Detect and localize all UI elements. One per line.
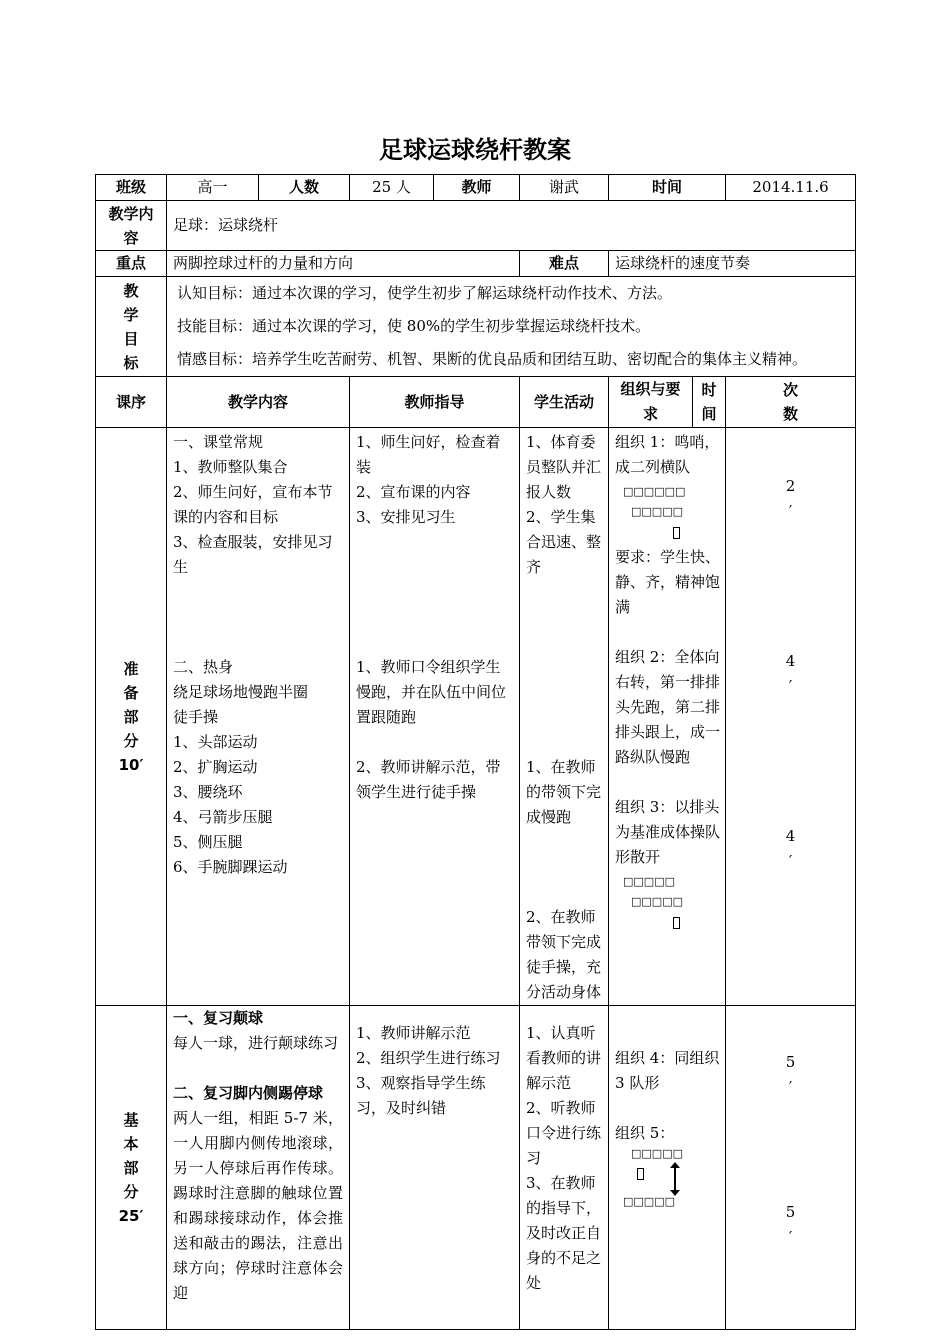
basic-text-1: 每人一球，进行颠球练习 [173, 1034, 339, 1052]
content-value: 足球：运球绕杆 [167, 201, 856, 251]
org5-text: 组织 5： [615, 1124, 675, 1142]
time-value: 2014.11.6 [726, 175, 856, 201]
header-teacher-guidance: 教师指导 [350, 377, 520, 428]
header-time: 时 间 [693, 377, 726, 428]
basic-teacher-guidance: 1、教师讲解示范 2、组织学生进行练习 3、观察指导学生练习，及时纠错 [350, 1006, 520, 1330]
org5-formation-row1: □□□□□ [631, 1147, 683, 1160]
teacher-marker [637, 1168, 644, 1180]
count-value: 25 人 [350, 175, 434, 201]
prep-student-activity: 1、体育委员整队并汇报人数 2、学生集合迅速、整齐 1、在教师的带领下完成慢跑 2、在教师带领下完成徒手操，充分活动身体 [520, 428, 609, 1006]
class-value: 高一 [167, 175, 259, 201]
lesson-plan-table [95, 174, 856, 1330]
org3-text: 组织 3：以排头为基准成体操队形散开 [615, 798, 721, 866]
org1-requirement: 要求：学生快、静、齐，精神饱满 [615, 548, 721, 616]
prep-content: 一、课堂常规 1、教师整队集合 2、师生问好，宣布本节课的内容和目标 3、检查服装，安排见习生 二、热身 绕足球场地慢跑半圈 徒手操 1、头部运动 2、扩胸运动 3、腰绕环 4、弓箭步压腿 5、侧压腿 6、手腕脚踝运动 [167, 428, 350, 1006]
difficulty-value: 运球绕杆的速度节奏 [609, 251, 856, 277]
content-label: 教学内容 [96, 201, 167, 251]
org3-formation-row2: □□□□□ [631, 895, 683, 908]
prep-section-label: 准 备 部 分 10′ [96, 428, 167, 1006]
key-point-value: 两脚控球过杆的力量和方向 [167, 251, 520, 277]
objective-skill: 技能目标：通过本次课的学习，使 80%的学生初步掌握运球绕杆技术。 [177, 317, 651, 335]
basic-student-activity: 1、认真听看教师的讲解示范 2、听教师口令进行练习 3、在教师的指导下，及时改正自身的不足之处 [520, 1006, 609, 1330]
basic-heading-1: 一、复习颠球 [173, 1009, 264, 1027]
objective-cognitive: 认知目标：通过本次课的学习，使学生初步了解运球绕杆动作技术、方法。 [177, 284, 673, 302]
org5-formation-row2: □□□□□ [623, 1195, 675, 1208]
prep-time-1: 2 ′ [785, 477, 796, 520]
header-reps: 次 数 [726, 377, 856, 428]
teacher-marker [673, 527, 680, 539]
org3-formation-row1: □□□□□ [623, 875, 675, 888]
org1-formation-row2: □□□□□ [631, 505, 683, 518]
basic-text-2: 两人一组，相距 5-7 米，一人用脚内侧传地滚球，另一人停球后再作传球。踢球时注意脚的触球位置和踢球接球动作，体会推送和敲击的踢法，注意出球方向；停球时注意体会迎 [173, 1109, 343, 1302]
basic-section-label: 基 本 部 分 25′ [96, 1006, 167, 1330]
org4-text: 组织 4：同组织 3 队形 [615, 1049, 720, 1092]
pass-direction-arrow-icon [670, 1162, 680, 1196]
key-point-label: 重点 [96, 251, 167, 277]
org1-formation-row1: □□□□□□ [623, 485, 686, 498]
prep-teacher-guidance: 1、师生问好，检查着装 2、宣布课的内容 3、安排见习生 1、教师口令组织学生慢跑，并在队伍中间位置跟随跑 2、教师讲解示范，带领学生进行徒手操 [350, 428, 520, 1006]
objective-emotion: 情感目标：培养学生吃苦耐劳、机智、果断的优良品质和团结互助、密切配合的集体主义精神。 [177, 350, 808, 368]
header-student-activity: 学生活动 [520, 377, 609, 428]
prep-time-2: 4 ′ [785, 652, 796, 695]
time-label: 时间 [609, 175, 726, 201]
prep-time-3: 4 ′ [785, 827, 796, 870]
objectives-label: 教 学 目 标 [96, 277, 167, 377]
header-content: 教学内容 [167, 377, 350, 428]
count-label: 人数 [259, 175, 350, 201]
org1-text: 组织 1：鸣哨，成二列横队 [615, 433, 720, 476]
teacher-value: 谢武 [520, 175, 609, 201]
class-label: 班级 [96, 175, 167, 201]
basic-time-1: 5 ′ [785, 1053, 796, 1096]
teacher-marker [673, 917, 680, 929]
basic-heading-2: 二、复习脚内侧踢停球 [173, 1084, 324, 1102]
org2-text: 组织 2：全体向右转，第一排排头先跑，第二排排头跟上，成一路纵队慢跑 [615, 648, 721, 766]
difficulty-label: 难点 [520, 251, 609, 277]
page-title: 足球运球绕杆教案 [379, 136, 571, 164]
teacher-label: 教师 [434, 175, 520, 201]
header-organization: 组织与要求 [609, 377, 693, 428]
basic-time-2: 5 ′ [785, 1203, 796, 1246]
header-sequence: 课序 [96, 377, 167, 428]
